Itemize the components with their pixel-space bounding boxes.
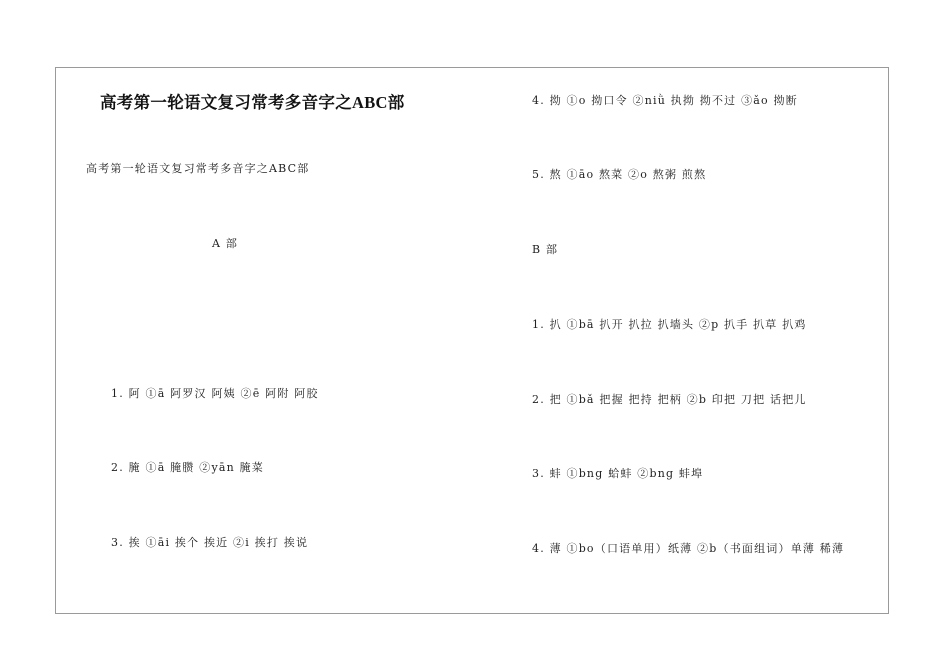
- list-item-b-3: 3. 蚌 ①bng 蛤蚌 ②bng 蚌埠: [532, 467, 704, 480]
- section-heading-a: A 部: [212, 237, 239, 250]
- list-item-a-4: 4. 拗 ①o 拗口令 ②niǜ 执拗 拗不过 ③ǎo 拗断: [532, 94, 798, 107]
- list-item-a-2: 2. 腌 ①ā 腌臜 ②yān 腌菜: [111, 461, 264, 474]
- list-item-b-2: 2. 把 ①bǎ 把握 把持 把柄 ②b 印把 刀把 话把儿: [532, 393, 807, 406]
- list-item-a-1: 1. 阿 ①ā 阿罗汉 阿姨 ②ē 阿附 阿胶: [111, 387, 319, 400]
- list-item-a-5: 5. 熬 ①āo 熬菜 ②o 熬粥 煎熬: [532, 168, 707, 181]
- document-title: 高考第一轮语文复习常考多音字之ABC部: [100, 93, 405, 112]
- list-item-b-1: 1. 扒 ①bā 扒开 扒拉 扒墙头 ②p 扒手 扒草 扒鸡: [532, 318, 807, 331]
- document-subtitle: 高考第一轮语文复习常考多音字之ABC部: [86, 162, 310, 175]
- page-border: [55, 67, 889, 614]
- list-item-b-4: 4. 薄 ①bo（口语单用）纸薄 ②b（书面组词）单薄 稀薄: [532, 542, 845, 555]
- section-heading-b: B 部: [532, 243, 559, 256]
- list-item-a-3: 3. 挨 ①āi 挨个 挨近 ②i 挨打 挨说: [111, 536, 309, 549]
